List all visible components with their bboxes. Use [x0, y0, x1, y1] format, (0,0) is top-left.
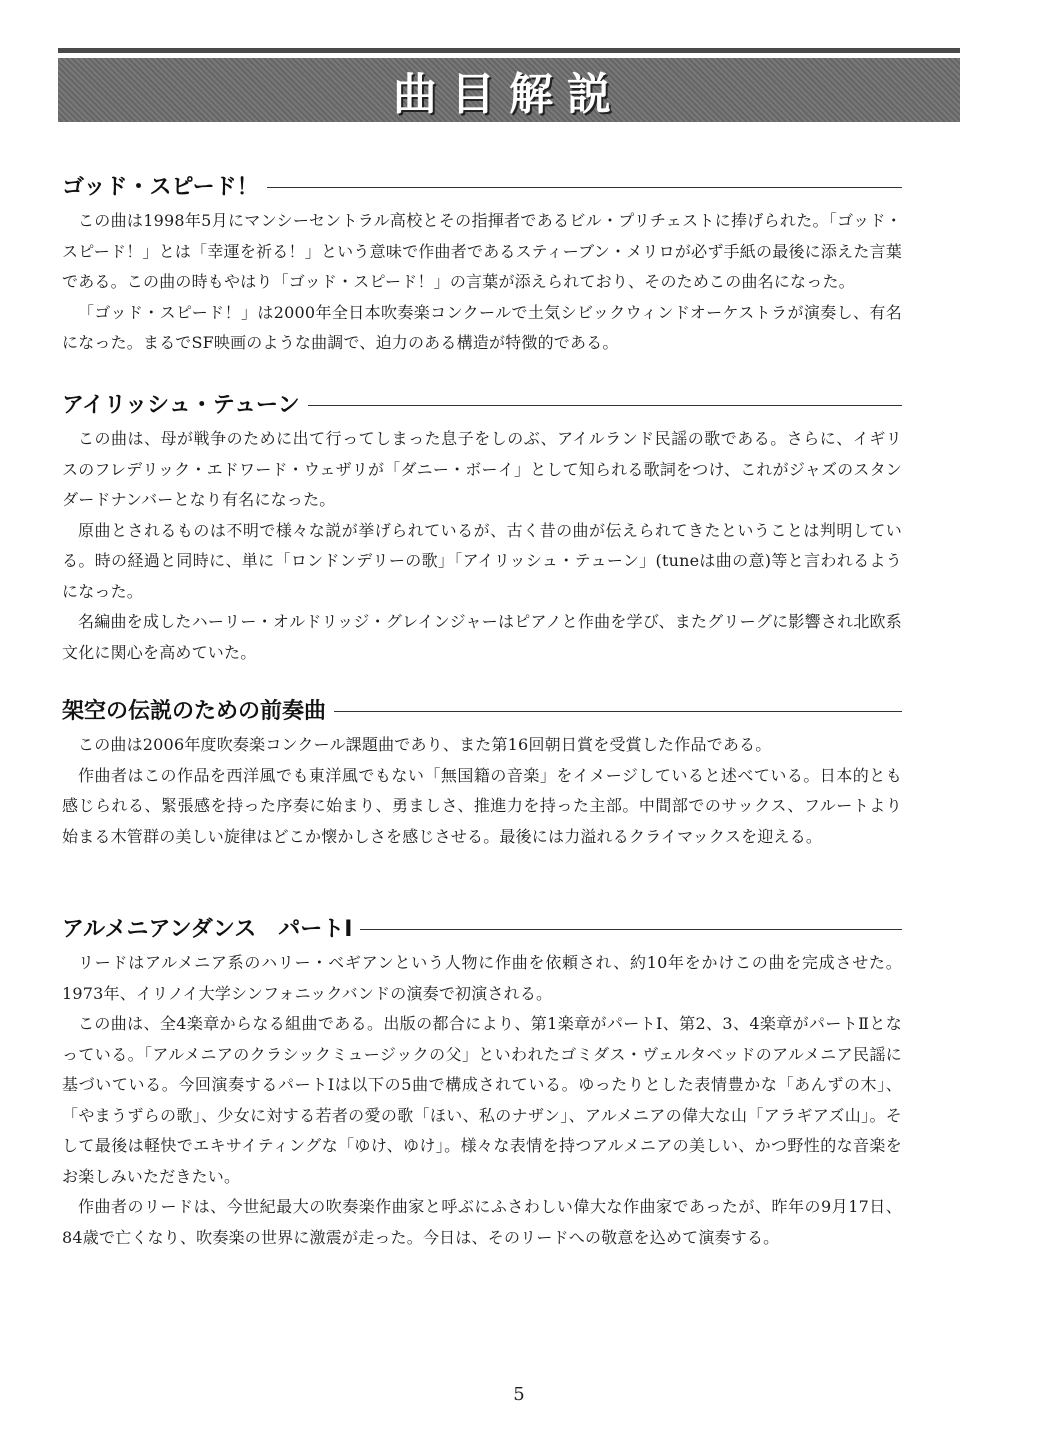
paragraph: この曲は1998年5月にマンシーセントラル高校とその指揮者であるビル・プリチェストに捧げられた。「ゴッド・スピード！」とは「幸運を祈る！」という意味で作曲者であるスティーブン・メリロが必ず手紙の最後に添えた言葉である。この曲の時もやはり「ゴッド・スピード！」の言葉が添えられており、そのためこの曲名になった。	[62, 211, 902, 291]
paragraph: 作曲者はこの作品を西洋風でも東洋風でもない「無国籍の音楽」をイメージしていると述べている。日本的とも感じられる、緊張感を持った序奏に始まり、勇ましさ、推進力を持った主部。中間部でのサックス、フルートより始まる木管群の美しい旋律はどこか懐かしさを感じさせる。最後には力溢れるクライマックスを迎える。	[62, 765, 902, 846]
section-heading-row	[62, 168, 902, 202]
paragraph: 名編曲を成したハーリー・オルドリッジ・グレインジャーはピアノと作曲を学び、またグリーグに影響され北欧系文化に関心を高めていた。	[62, 612, 902, 662]
heading-rule	[360, 929, 902, 930]
page-number: 5	[513, 1384, 525, 1405]
section-prelude-legend	[62, 692, 902, 852]
heading-rule	[334, 711, 902, 712]
paragraph: この曲は、全4楽章からなる組曲である。出版の都合により、第1楽章がパートⅠ、第2、3、4楽章がパートⅡとなっている。「アルメニアのクラシックミュージックの父」といわれたゴミダス・ヴェルタベッドのアルメニア民謡に基づいている。今回演奏するパートⅠは以下の5曲で構成されている。ゆったりとした表情豊かな「あんずの木」、「やまうずらの歌」、少女に対する若者の愛の歌「ほい、私のナザン」、アルメニアの偉大な山「アラギアズ山」。そして最後は軽快でエキサイティングな「ゆけ、ゆけ」。様々な表情を持つアルメニアの美しい、かつ野性的な音楽をお楽しみいただきたい。	[62, 1014, 902, 1186]
section-god-speed	[62, 168, 902, 359]
heading-rule	[308, 405, 902, 406]
section-armenian-dances	[62, 910, 902, 1253]
paragraph: 「ゴッド・スピード！」は2000年全日本吹奏楽コンクールで土気シビックウィンドオーケストラが演奏し、有名になった。まるでSF映画のような曲調で、迫力のある構造が特徴的である。	[62, 302, 902, 352]
section-heading-row	[62, 386, 902, 420]
title-banner	[58, 58, 960, 122]
paragraph: この曲は2006年度吹奏楽コンクール課題曲であり、また第16回朝日賞を受賞した作品である。	[78, 735, 772, 754]
paragraph: 作曲者のリードは、今世紀最大の吹奏楽作曲家と呼ぶにふさわしい偉大な作曲家であったが、昨年の9月17日、84歳で亡くなり、吹奏楽の世界に激震が走った。今日は、そのリードへの敬意を込めて演奏する。	[62, 1197, 902, 1247]
header-rule	[58, 48, 960, 53]
paragraph: リードはアルメニア系のハリー・ベギアンという人物に作曲を依頼され、約10年をかけこの曲を完成させた。1973年、イリノイ大学シンフォニックバンドの演奏で初演される。	[62, 953, 902, 1003]
page-title: 曲目解説	[393, 69, 625, 120]
section-heading: アルメニアンダンス パートⅠ	[62, 916, 353, 942]
section-heading: 架空の伝説のための前奏曲	[62, 698, 327, 724]
paragraph: 原曲とされるものは不明で様々な説が挙げられているが、古く昔の曲が伝えられてきたということは判明している。時の経過と同時に、単に「ロンドンデリーの歌」「アイリッシュ・テューン」(tuneは曲の意)等と言われるようになった。	[62, 520, 902, 601]
section-heading-row	[62, 692, 902, 726]
heading-rule	[267, 187, 902, 188]
paragraph: この曲は、母が戦争のために出て行ってしまった息子をしのぶ、アイルランド民謡の歌である。さらに、イギリスのフレデリック・エドワード・ウェザリが「ダニー・ボーイ」として知られる歌詞をつけ、これがジャズのスタンダードナンバーとなり有名になった。	[62, 429, 902, 509]
section-heading-row	[62, 910, 902, 944]
section-heading: アイリッシュ・テューン	[62, 392, 300, 418]
section-heading: ゴッド・スピード！	[62, 174, 259, 200]
section-irish-tune	[62, 386, 902, 668]
